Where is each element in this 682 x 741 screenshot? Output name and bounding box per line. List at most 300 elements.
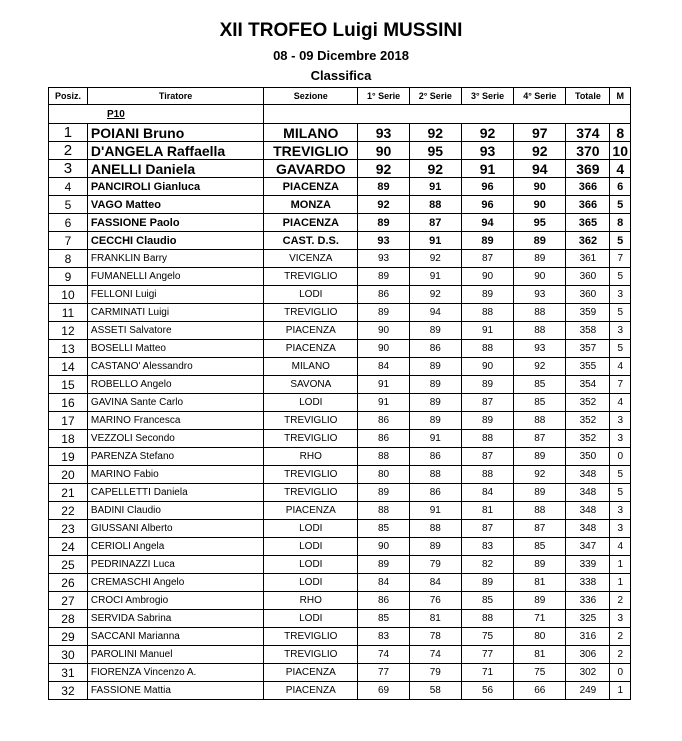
- series-3-cell: 88: [461, 430, 513, 448]
- series-2-cell: 94: [409, 304, 461, 322]
- position-cell: 2: [49, 142, 88, 160]
- series-4-cell: 85: [514, 394, 566, 412]
- m-cell: 3: [610, 412, 631, 430]
- series-4-cell: 90: [514, 268, 566, 286]
- series-1-cell: 93: [358, 124, 409, 142]
- m-cell: 2: [610, 628, 631, 646]
- series-4-cell: 81: [514, 646, 566, 664]
- section-cell: TREVIGLIO: [264, 142, 358, 160]
- series-1-cell: 89: [358, 484, 409, 502]
- series-1-cell: 86: [358, 592, 409, 610]
- total-cell: 366: [566, 196, 610, 214]
- series-3-cell: 75: [461, 628, 513, 646]
- series-1-cell: 84: [358, 574, 409, 592]
- series-2-cell: 92: [409, 124, 461, 142]
- shooter-name-cell: VEZZOLI Secondo: [87, 430, 263, 448]
- total-cell: 347: [566, 538, 610, 556]
- series-3-cell: 88: [461, 340, 513, 358]
- series-4-cell: 92: [514, 142, 566, 160]
- series-2-cell: 91: [409, 178, 461, 196]
- series-3-cell: 91: [461, 160, 513, 178]
- series-1-cell: 85: [358, 610, 409, 628]
- position-cell: 31: [49, 664, 88, 682]
- section-cell: RHO: [264, 448, 358, 466]
- section-cell: TREVIGLIO: [264, 268, 358, 286]
- series-4-cell: 89: [514, 484, 566, 502]
- series-2-cell: 91: [409, 430, 461, 448]
- series-4-cell: 88: [514, 502, 566, 520]
- total-cell: 338: [566, 574, 610, 592]
- table-row: [49, 376, 631, 394]
- section-cell: TREVIGLIO: [264, 304, 358, 322]
- series-3-cell: 92: [461, 124, 513, 142]
- table-row: [49, 160, 631, 178]
- total-cell: 249: [566, 682, 610, 700]
- series-1-cell: 92: [358, 196, 409, 214]
- position-cell: 26: [49, 574, 88, 592]
- series-1-cell: 91: [358, 394, 409, 412]
- table-row: [49, 556, 631, 574]
- total-cell: 369: [566, 160, 610, 178]
- total-cell: 365: [566, 214, 610, 232]
- m-cell: 6: [610, 178, 631, 196]
- m-cell: 8: [610, 124, 631, 142]
- total-cell: 366: [566, 178, 610, 196]
- position-cell: 19: [49, 448, 88, 466]
- m-cell: 3: [610, 430, 631, 448]
- series-4-cell: 81: [514, 574, 566, 592]
- series-4-cell: 88: [514, 304, 566, 322]
- series-2-cell: 89: [409, 376, 461, 394]
- series-3-cell: 83: [461, 538, 513, 556]
- table-row: [49, 484, 631, 502]
- event-date: 08 - 09 Dicembre 2018: [273, 48, 409, 63]
- table-row: [49, 394, 631, 412]
- total-cell: 354: [566, 376, 610, 394]
- table-row: [49, 286, 631, 304]
- table-row: [49, 124, 631, 142]
- total-cell: 370: [566, 142, 610, 160]
- series-2-cell: 88: [409, 466, 461, 484]
- total-cell: 348: [566, 466, 610, 484]
- series-3-cell: 90: [461, 268, 513, 286]
- series-2-cell: 58: [409, 682, 461, 700]
- shooter-name-cell: CARMINATI Luigi: [87, 304, 263, 322]
- position-cell: 11: [49, 304, 88, 322]
- position-cell: 22: [49, 502, 88, 520]
- m-cell: 3: [610, 502, 631, 520]
- series-4-cell: 89: [514, 592, 566, 610]
- section-cell: TREVIGLIO: [264, 412, 358, 430]
- series-2-cell: 87: [409, 214, 461, 232]
- series-2-cell: 79: [409, 556, 461, 574]
- shooter-name-cell: CAPELLETTI Daniela: [87, 484, 263, 502]
- series-4-cell: 97: [514, 124, 566, 142]
- series-4-cell: 88: [514, 322, 566, 340]
- series-4-cell: 85: [514, 538, 566, 556]
- series-3-cell: 91: [461, 322, 513, 340]
- section-cell: TREVIGLIO: [264, 430, 358, 448]
- m-cell: 4: [610, 160, 631, 178]
- series-4-cell: 75: [514, 664, 566, 682]
- total-cell: 302: [566, 664, 610, 682]
- table-row: [49, 592, 631, 610]
- series-3-cell: 85: [461, 592, 513, 610]
- shooter-name-cell: CECCHI Claudio: [87, 232, 263, 250]
- col-header-total: Totale: [566, 88, 610, 105]
- section-cell: LODI: [264, 538, 358, 556]
- total-cell: 306: [566, 646, 610, 664]
- section-cell: PIACENZA: [264, 178, 358, 196]
- shooter-name-cell: FIORENZA Vincenzo A.: [87, 664, 263, 682]
- m-cell: 1: [610, 574, 631, 592]
- position-cell: 15: [49, 376, 88, 394]
- position-cell: 8: [49, 250, 88, 268]
- position-cell: 27: [49, 592, 88, 610]
- shooter-name-cell: PEDRINAZZI Luca: [87, 556, 263, 574]
- series-3-cell: 88: [461, 466, 513, 484]
- series-2-cell: 86: [409, 484, 461, 502]
- total-cell: 348: [566, 502, 610, 520]
- shooter-name-cell: SACCANI Marianna: [87, 628, 263, 646]
- series-4-cell: 80: [514, 628, 566, 646]
- col-header-m: M: [610, 88, 631, 105]
- series-3-cell: 71: [461, 664, 513, 682]
- series-4-cell: 90: [514, 178, 566, 196]
- series-4-cell: 94: [514, 160, 566, 178]
- m-cell: 5: [610, 340, 631, 358]
- shooter-name-cell: SERVIDA Sabrina: [87, 610, 263, 628]
- col-header-series-2: 2° Serie: [409, 88, 461, 105]
- table-row: [49, 412, 631, 430]
- section-cell: LODI: [264, 286, 358, 304]
- section-cell: TREVIGLIO: [264, 646, 358, 664]
- series-3-cell: 88: [461, 304, 513, 322]
- total-cell: 350: [566, 448, 610, 466]
- position-cell: 6: [49, 214, 88, 232]
- position-cell: 23: [49, 520, 88, 538]
- m-cell: 1: [610, 556, 631, 574]
- total-cell: 355: [566, 358, 610, 376]
- series-2-cell: 86: [409, 448, 461, 466]
- series-1-cell: 74: [358, 646, 409, 664]
- series-1-cell: 89: [358, 304, 409, 322]
- series-2-cell: 92: [409, 250, 461, 268]
- table-row: [49, 646, 631, 664]
- col-header-shooter: Tiratore: [87, 88, 263, 105]
- shooter-name-cell: GIUSSANI Alberto: [87, 520, 263, 538]
- shooter-name-cell: ANELLI Daniela: [87, 160, 263, 178]
- position-cell: 9: [49, 268, 88, 286]
- shooter-name-cell: PARENZA Stefano: [87, 448, 263, 466]
- series-2-cell: 88: [409, 520, 461, 538]
- section-cell: TREVIGLIO: [264, 628, 358, 646]
- total-cell: 357: [566, 340, 610, 358]
- series-3-cell: 96: [461, 196, 513, 214]
- table-row: [49, 268, 631, 286]
- section-cell: PIACENZA: [264, 340, 358, 358]
- total-cell: 339: [566, 556, 610, 574]
- m-cell: 1: [610, 682, 631, 700]
- total-cell: 352: [566, 412, 610, 430]
- series-2-cell: 92: [409, 286, 461, 304]
- m-cell: 2: [610, 592, 631, 610]
- table-row: [49, 214, 631, 232]
- shooter-name-cell: FASSIONE Mattia: [87, 682, 263, 700]
- category-label: P10: [49, 105, 264, 124]
- section-cell: PIACENZA: [264, 214, 358, 232]
- series-2-cell: 89: [409, 412, 461, 430]
- series-3-cell: 89: [461, 232, 513, 250]
- series-1-cell: 89: [358, 268, 409, 286]
- position-cell: 24: [49, 538, 88, 556]
- series-1-cell: 86: [358, 430, 409, 448]
- section-cell: MILANO: [264, 358, 358, 376]
- series-4-cell: 89: [514, 232, 566, 250]
- position-cell: 13: [49, 340, 88, 358]
- series-2-cell: 78: [409, 628, 461, 646]
- section-cell: PIACENZA: [264, 322, 358, 340]
- position-cell: 17: [49, 412, 88, 430]
- series-3-cell: 87: [461, 250, 513, 268]
- shooter-name-cell: VAGO Matteo: [87, 196, 263, 214]
- series-2-cell: 91: [409, 268, 461, 286]
- series-4-cell: 92: [514, 466, 566, 484]
- section-cell: PIACENZA: [264, 664, 358, 682]
- table-row: [49, 466, 631, 484]
- series-1-cell: 90: [358, 322, 409, 340]
- shooter-name-cell: CREMASCHI Angelo: [87, 574, 263, 592]
- table-row: [49, 142, 631, 160]
- shooter-name-cell: GAVINA Sante Carlo: [87, 394, 263, 412]
- m-cell: 4: [610, 538, 631, 556]
- series-1-cell: 86: [358, 412, 409, 430]
- table-row: [49, 358, 631, 376]
- series-2-cell: 92: [409, 160, 461, 178]
- section-cell: LODI: [264, 556, 358, 574]
- series-3-cell: 87: [461, 394, 513, 412]
- m-cell: 7: [610, 250, 631, 268]
- shooter-name-cell: FRANKLIN Barry: [87, 250, 263, 268]
- shooter-name-cell: ASSETI Salvatore: [87, 322, 263, 340]
- col-header-series-1: 1° Serie: [358, 88, 409, 105]
- series-2-cell: 81: [409, 610, 461, 628]
- table-row: [49, 232, 631, 250]
- section-cell: LODI: [264, 574, 358, 592]
- total-cell: 325: [566, 610, 610, 628]
- series-3-cell: 90: [461, 358, 513, 376]
- page-title: XII TROFEO Luigi MUSSINI: [219, 20, 463, 41]
- m-cell: 0: [610, 448, 631, 466]
- series-4-cell: 92: [514, 358, 566, 376]
- series-2-cell: 88: [409, 196, 461, 214]
- series-1-cell: 80: [358, 466, 409, 484]
- series-3-cell: 82: [461, 556, 513, 574]
- table-row: [49, 340, 631, 358]
- position-cell: 1: [49, 124, 88, 142]
- series-4-cell: 89: [514, 250, 566, 268]
- table-row: [49, 610, 631, 628]
- total-cell: 374: [566, 124, 610, 142]
- series-3-cell: 89: [461, 286, 513, 304]
- shooter-name-cell: D'ANGELA Raffaella: [87, 142, 263, 160]
- series-2-cell: 89: [409, 394, 461, 412]
- section-cell: VICENZA: [264, 250, 358, 268]
- position-cell: 30: [49, 646, 88, 664]
- series-2-cell: 74: [409, 646, 461, 664]
- section-cell: RHO: [264, 592, 358, 610]
- m-cell: 4: [610, 394, 631, 412]
- section-cell: CAST. D.S.: [264, 232, 358, 250]
- position-cell: 16: [49, 394, 88, 412]
- series-2-cell: 89: [409, 358, 461, 376]
- position-cell: 29: [49, 628, 88, 646]
- total-cell: 348: [566, 520, 610, 538]
- total-cell: 361: [566, 250, 610, 268]
- shooter-name-cell: POIANI Bruno: [87, 124, 263, 142]
- total-cell: 360: [566, 268, 610, 286]
- series-4-cell: 87: [514, 520, 566, 538]
- series-3-cell: 89: [461, 574, 513, 592]
- series-1-cell: 91: [358, 376, 409, 394]
- position-cell: 14: [49, 358, 88, 376]
- table-header-row: [49, 88, 631, 105]
- m-cell: 10: [610, 142, 631, 160]
- position-cell: 28: [49, 610, 88, 628]
- m-cell: 3: [610, 610, 631, 628]
- col-header-section: Sezione: [264, 88, 358, 105]
- series-1-cell: 88: [358, 502, 409, 520]
- section-cell: LODI: [264, 610, 358, 628]
- position-cell: 20: [49, 466, 88, 484]
- section-cell: MILANO: [264, 124, 358, 142]
- series-1-cell: 93: [358, 250, 409, 268]
- series-4-cell: 90: [514, 196, 566, 214]
- total-cell: 362: [566, 232, 610, 250]
- shooter-name-cell: CASTANO' Alessandro: [87, 358, 263, 376]
- series-4-cell: 88: [514, 412, 566, 430]
- col-header-series-3: 3° Serie: [461, 88, 513, 105]
- shooter-name-cell: BOSELLI Matteo: [87, 340, 263, 358]
- total-cell: 336: [566, 592, 610, 610]
- series-1-cell: 89: [358, 178, 409, 196]
- series-3-cell: 87: [461, 520, 513, 538]
- series-1-cell: 89: [358, 214, 409, 232]
- shooter-name-cell: BADINI Claudio: [87, 502, 263, 520]
- m-cell: 5: [610, 304, 631, 322]
- position-cell: 18: [49, 430, 88, 448]
- table-row: [49, 628, 631, 646]
- series-4-cell: 89: [514, 556, 566, 574]
- series-3-cell: 94: [461, 214, 513, 232]
- m-cell: 3: [610, 520, 631, 538]
- total-cell: 359: [566, 304, 610, 322]
- series-3-cell: 89: [461, 412, 513, 430]
- m-cell: 5: [610, 466, 631, 484]
- position-cell: 25: [49, 556, 88, 574]
- series-1-cell: 93: [358, 232, 409, 250]
- section-cell: TREVIGLIO: [264, 484, 358, 502]
- series-1-cell: 90: [358, 340, 409, 358]
- series-1-cell: 92: [358, 160, 409, 178]
- m-cell: 5: [610, 232, 631, 250]
- table-row: [49, 322, 631, 340]
- shooter-name-cell: FELLONI Luigi: [87, 286, 263, 304]
- series-2-cell: 95: [409, 142, 461, 160]
- m-cell: 0: [610, 664, 631, 682]
- m-cell: 4: [610, 358, 631, 376]
- m-cell: 7: [610, 376, 631, 394]
- series-4-cell: 85: [514, 376, 566, 394]
- shooter-name-cell: ROBELLO Angelo: [87, 376, 263, 394]
- section-cell: SAVONA: [264, 376, 358, 394]
- table-row: [49, 430, 631, 448]
- series-1-cell: 89: [358, 556, 409, 574]
- series-1-cell: 83: [358, 628, 409, 646]
- table-row: [49, 664, 631, 682]
- position-cell: 10: [49, 286, 88, 304]
- series-3-cell: 77: [461, 646, 513, 664]
- series-1-cell: 77: [358, 664, 409, 682]
- table-row: [49, 304, 631, 322]
- series-4-cell: 89: [514, 448, 566, 466]
- m-cell: 8: [610, 214, 631, 232]
- table-row: [49, 538, 631, 556]
- shooter-name-cell: FUMANELLI Angelo: [87, 268, 263, 286]
- section-cell: LODI: [264, 394, 358, 412]
- position-cell: 7: [49, 232, 88, 250]
- series-1-cell: 86: [358, 286, 409, 304]
- shooter-name-cell: PAROLINI Manuel: [87, 646, 263, 664]
- series-4-cell: 66: [514, 682, 566, 700]
- position-cell: 21: [49, 484, 88, 502]
- series-2-cell: 86: [409, 340, 461, 358]
- series-2-cell: 91: [409, 232, 461, 250]
- shooter-name-cell: CROCI Ambrogio: [87, 592, 263, 610]
- m-cell: 3: [610, 286, 631, 304]
- series-1-cell: 84: [358, 358, 409, 376]
- series-2-cell: 89: [409, 538, 461, 556]
- series-1-cell: 90: [358, 538, 409, 556]
- position-cell: 32: [49, 682, 88, 700]
- position-cell: 12: [49, 322, 88, 340]
- table-row: [49, 502, 631, 520]
- m-cell: 5: [610, 484, 631, 502]
- total-cell: 316: [566, 628, 610, 646]
- section-cell: TREVIGLIO: [264, 466, 358, 484]
- col-header-series-4: 4° Serie: [514, 88, 566, 105]
- position-cell: 5: [49, 196, 88, 214]
- total-cell: 360: [566, 286, 610, 304]
- total-cell: 352: [566, 430, 610, 448]
- series-1-cell: 88: [358, 448, 409, 466]
- series-4-cell: 87: [514, 430, 566, 448]
- m-cell: 2: [610, 646, 631, 664]
- series-3-cell: 88: [461, 610, 513, 628]
- results-table: [48, 87, 631, 700]
- series-4-cell: 71: [514, 610, 566, 628]
- section-cell: LODI: [264, 520, 358, 538]
- table-row: [49, 574, 631, 592]
- table-row: [49, 196, 631, 214]
- series-3-cell: 89: [461, 376, 513, 394]
- m-cell: 5: [610, 268, 631, 286]
- series-3-cell: 84: [461, 484, 513, 502]
- series-1-cell: 90: [358, 142, 409, 160]
- series-4-cell: 93: [514, 340, 566, 358]
- total-cell: 358: [566, 322, 610, 340]
- series-1-cell: 69: [358, 682, 409, 700]
